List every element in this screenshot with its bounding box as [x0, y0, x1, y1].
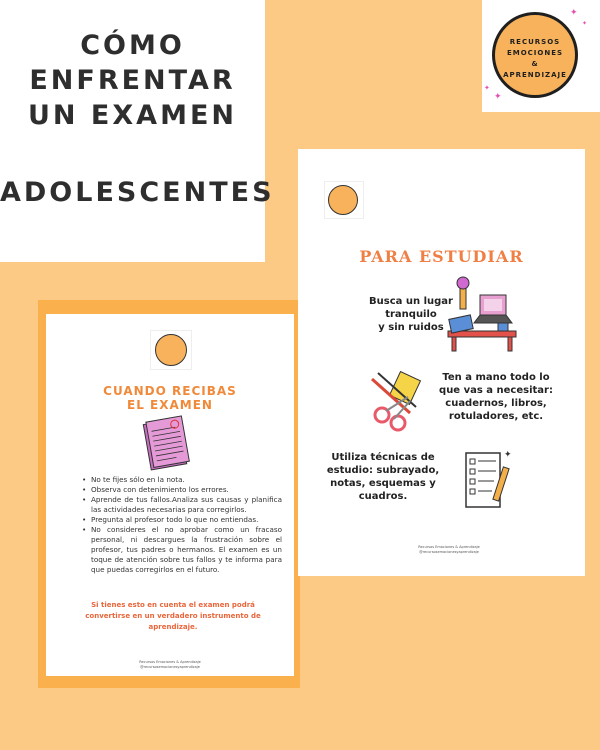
- tip-3-line-3: notas, esquemas y: [330, 478, 436, 489]
- sparkle-icon: ✦: [582, 20, 588, 27]
- list-item: • Observa con detenimiento los errores.: [82, 485, 282, 495]
- title-block: [0, 0, 275, 262]
- brand-logo-text: [495, 37, 575, 81]
- logo-line-1: RECURSOS: [509, 38, 561, 46]
- brand-logo: [492, 12, 578, 98]
- logo-line-2: EMOCIONES: [506, 49, 564, 57]
- footer-line-2: @recursosemocionesyaprendizaje: [419, 550, 479, 554]
- study-tip-3: [318, 451, 448, 503]
- tip-3-line-1: Utiliza técnicas de: [331, 452, 435, 463]
- footer-line-1: Recursos Emociones & Aprendizaje: [139, 660, 201, 664]
- audience-title: ADOLESCENTES: [0, 177, 275, 208]
- footer-line-1: Recursos Emociones & Aprendizaje: [418, 545, 480, 549]
- title-line-2: ENFRENTAR: [29, 65, 236, 96]
- list-item: • No te fijes sólo en la nota.: [82, 475, 282, 485]
- sparkle-icon: ✦: [494, 92, 502, 102]
- left-heading-line-1: CUANDO RECIBAS: [103, 384, 237, 398]
- left-page-footer: [46, 660, 294, 670]
- tip-1-line-3: y sin ruidos: [378, 322, 444, 333]
- sparkle-icon: ✦: [570, 8, 578, 18]
- left-document-page: [46, 314, 294, 676]
- exam-paper-icon: [138, 415, 194, 473]
- right-document-page: [298, 149, 585, 576]
- tip-2-line-1: Ten a mano todo lo: [442, 372, 550, 383]
- list-item: • Aprende de tus fallos.Analiza sus causas y planifica las actividades necesarias para corregirlos.: [82, 495, 282, 515]
- left-page-conclusion: Si tienes esto en cuenta el examen podrá convertirse en un verdadero instrumento de aprendizaje.: [85, 601, 261, 631]
- page-logo: [324, 181, 364, 219]
- svg-text:✦: ✦: [504, 450, 512, 460]
- title-line-3: UN EXAMEN: [28, 100, 237, 131]
- study-tip-2: [436, 371, 556, 423]
- page-logo: [150, 330, 192, 370]
- left-heading-line-2: EL EXAMEN: [127, 398, 213, 412]
- list-item: • No consideres el no aprobar como un fracaso personal, ni descargues la frustración sobre el profesor, tus padres o hermanos. El examen es un toque de atención sobre tus fallos y te informa para que puedas corregirlos en el futuro.: [82, 525, 282, 575]
- tips-list: [82, 475, 282, 575]
- tip-2-line-4: rotuladores, etc.: [448, 411, 544, 422]
- page-logo-circle: [155, 334, 187, 366]
- logo-line-3: &: [531, 60, 539, 68]
- right-page-heading: PARA ESTUDIAR: [359, 247, 524, 266]
- desk-laptop-icon: [440, 275, 520, 355]
- brand-logo-block: [482, 0, 600, 112]
- tip-1-line-1: Busca un lugar: [369, 296, 453, 307]
- school-supplies-icon: [364, 367, 428, 433]
- left-page-heading: [46, 384, 294, 412]
- sparkle-icon: ✦: [484, 84, 490, 92]
- page-logo-circle: [328, 185, 358, 215]
- tip-3-line-4: cuadros.: [358, 491, 408, 502]
- tip-1-line-2: tranquilo: [385, 309, 437, 320]
- tip-2-line-2: que vas a necesitar:: [439, 385, 553, 396]
- footer-line-2: @recursosemocionesyaprendizaje: [140, 665, 200, 669]
- tip-3-line-2: estudio: subrayado,: [326, 465, 440, 476]
- logo-line-4: APRENDIZAJE: [503, 71, 567, 79]
- tip-2-line-3: cuadernos, libros,: [445, 398, 547, 409]
- checklist-pencil-icon: [458, 449, 520, 511]
- list-item: • Pregunta al profesor todo lo que no entiendas.: [82, 515, 282, 525]
- title-line-1: CÓMO: [80, 30, 185, 61]
- right-page-footer: [404, 545, 494, 555]
